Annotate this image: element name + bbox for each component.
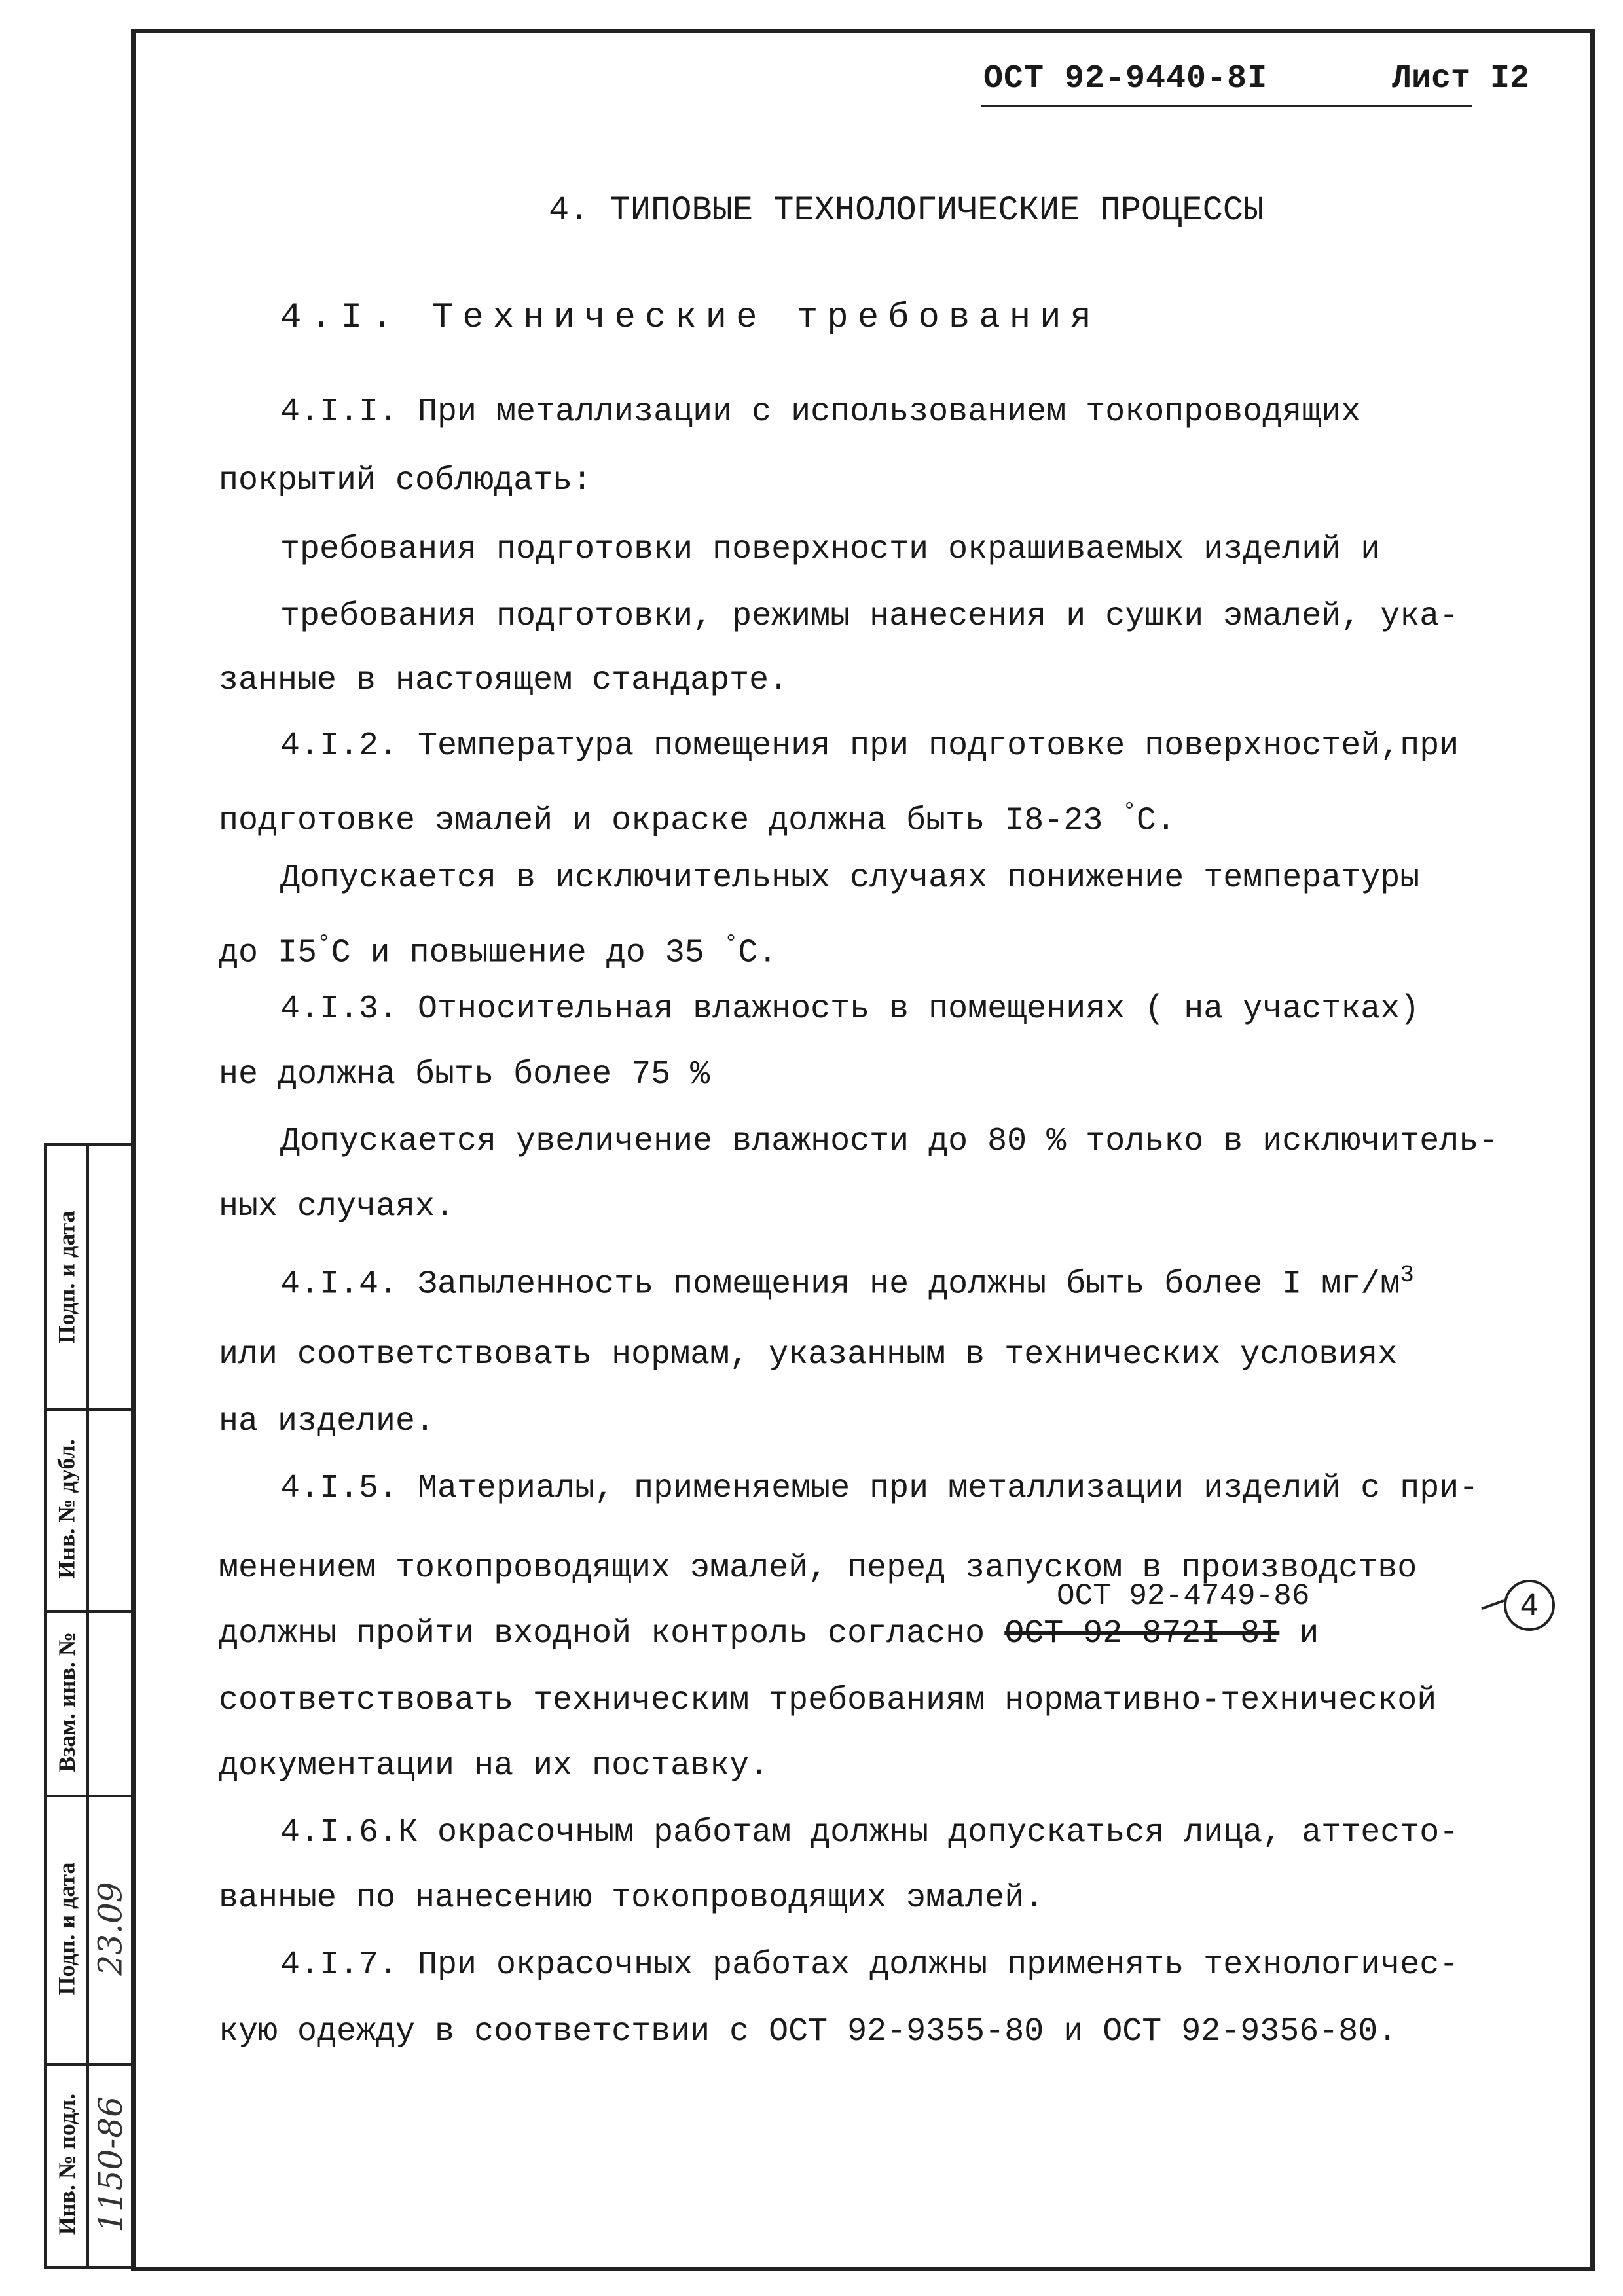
stamp-label: Инв. № подл. — [54, 2093, 81, 2236]
text-span: С. — [1136, 802, 1176, 840]
paragraph-line: не должна быть более 75 % — [219, 1056, 710, 1093]
document-code: ОСТ 92-9440-8I — [983, 60, 1268, 98]
stamp-handwritten-date: 23.09 — [92, 1882, 130, 1976]
paragraph-line — [219, 1614, 1319, 1654]
paragraph-line: 4.I.7. При окрасочных работах должны применять технологичес- — [280, 1946, 1459, 1984]
stamp-handwritten-inventory: 1150-86 — [92, 2096, 130, 2232]
side-stamp — [44, 1143, 132, 2269]
paragraph-line: Допускается в исключительных случаях понижение температуры — [280, 860, 1420, 897]
paragraph-line: или соответствовать нормам, указанным в технических условиях — [219, 1336, 1398, 1374]
text-span: подготовке эмалей и окраске должна быть I8-23 — [219, 802, 1103, 840]
header-underline — [981, 105, 1472, 107]
paragraph-line: кую одежду в соответствии с ОСТ 92-9355-80 и ОСТ 92-9356-80. — [219, 2013, 1398, 2050]
subsection-title: 4.I. Технические требования — [280, 298, 1101, 338]
stamp-label: Подп. и дата — [54, 1862, 80, 1995]
paragraph-line: требования подготовки поверхности окрашиваемых изделий и — [280, 531, 1381, 568]
superscript: 3 — [1400, 1262, 1414, 1288]
paragraph-line — [219, 792, 1176, 841]
degree-sign: ° — [723, 930, 739, 957]
sheet-number: Лист I2 — [1392, 60, 1530, 98]
text-span: до I5 — [219, 934, 318, 972]
paragraph-line: 4.I.3. Относительная влажность в помещениях ( на участках) — [280, 991, 1420, 1028]
stamp-label: Подп. и дата — [54, 1211, 80, 1344]
stamp-label: Инв. № дубл. — [54, 1439, 80, 1579]
paragraph-line: занные в настоящем стандарте. — [219, 662, 789, 699]
degree-sign: ° — [317, 930, 331, 957]
stamp-label: Взам. инв. № — [54, 1631, 81, 1773]
degree-sign: ° — [1122, 798, 1137, 825]
paragraph-line: ных случаях. — [219, 1188, 455, 1226]
paragraph-line: на изделие. — [219, 1403, 435, 1440]
paragraph-line: менением токопроводящих эмалей, перед запуском в производство — [219, 1550, 1417, 1587]
section-title: 4. ТИПОВЫЕ ТЕХНОЛОГИЧЕСКИЕ ПРОЦЕССЫ — [549, 191, 1264, 230]
text-span: 4.I.4. Запыленность помещения не должны быть более I мг/м — [280, 1266, 1400, 1303]
inserted-correction: ОСТ 92-4749-86 — [1057, 1579, 1310, 1613]
paragraph-line: соответствовать техническим требованиям нормативно-технической — [219, 1682, 1437, 1719]
paragraph-line — [219, 924, 777, 974]
text-span: и — [1299, 1615, 1319, 1652]
paragraph-line: Допускается увеличение влажности до 80 % только в исключитель- — [280, 1123, 1499, 1160]
paragraph-line: 4.I.I. При металлизации с использованием токопроводящих — [280, 393, 1361, 431]
paragraph-line: ванные по нанесению токопроводящих эмалей. — [219, 1880, 1044, 1917]
paragraph-line: документации на их поставку. — [219, 1747, 769, 1785]
paragraph-line: требования подготовки, режимы нанесения и сушки эмалей, ука- — [280, 598, 1459, 635]
text-span: С. — [738, 934, 778, 972]
struck-reference: ОСТ 92-872I-8I — [1004, 1615, 1280, 1652]
paragraph-line: покрытий соблюдать: — [219, 462, 593, 500]
paragraph-line — [280, 1256, 1414, 1305]
paragraph-line: 4.I.6.К окрасочным работам должны допускаться лица, аттесто- — [280, 1814, 1459, 1851]
text-span: должны пройти входной контроль согласно — [219, 1615, 985, 1652]
text-span: С и повышение до 35 — [331, 934, 704, 972]
paragraph-line: 4.I.2. Температура помещения при подготовке поверхностей,при — [280, 727, 1459, 765]
paragraph-line: 4.I.5. Материалы, применяемые при металлизации изделий с при- — [280, 1470, 1479, 1507]
revision-mark: 4 — [1504, 1580, 1555, 1631]
